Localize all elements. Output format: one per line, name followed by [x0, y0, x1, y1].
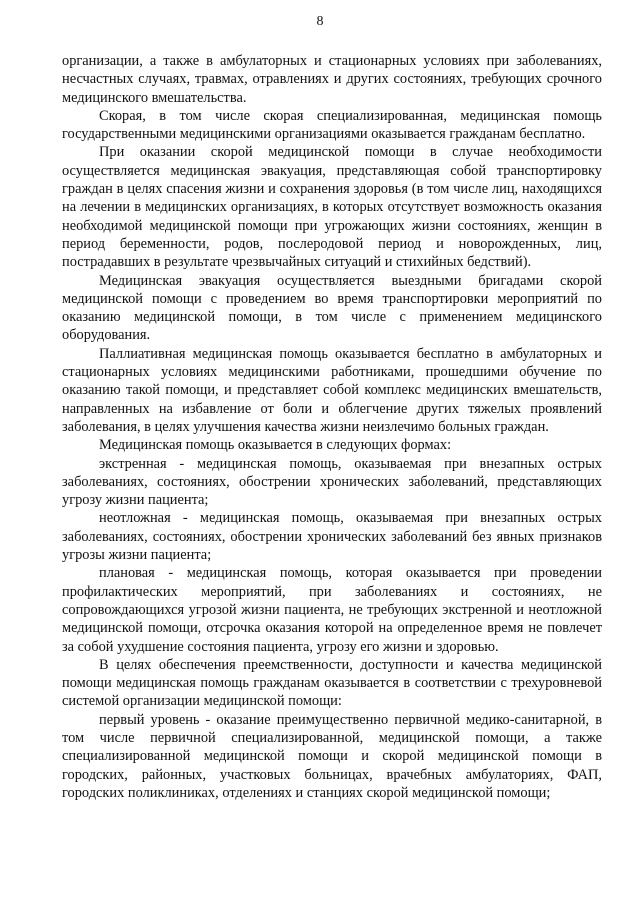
paragraph-10: В целях обеспечения преемственности, доступности и качества медицинской помощи медицинская помощь гражданам оказывается в соответствии с трехуровневой системой организации медицинской помощи:	[62, 656, 602, 710]
paragraph-1: организации, а также в амбулаторных и стационарных условиях при заболеваниях, несчастных случаях, травмах, отравлениях и других состояниях, требующих срочного медицинского вмешательства.	[62, 53, 602, 106]
paragraph-11: первый уровень - оказание преимущественно первичной медико-санитарной, в том числе первичной специализированной, медицинской помощи, а также специализированной медицинской помощи и скорой медицинской помощи в городских, районных, участковых больницах, врачебных амбулаториях, ФАП, городских поликлиниках, отделениях и станциях скорой медицинской помощи;	[62, 711, 602, 801]
paragraph-7: экстренная - медицинская помощь, оказываемая при внезапных острых заболеваниях, состояниях, обострении хронических заболеваний, представляющих угрозу жизни пациента;	[62, 455, 602, 509]
paragraph-5: Паллиативная медицинская помощь оказывается бесплатно в амбулаторных и стационарных условиях медицинскими работниками, прошедшими обучение по оказанию такой помощи, и представляет собой комплекс медицинских вмешательств, направленных на избавление от боли и облегчение других тяжелых проявлений заболевания, в целях улучшения качества жизни неизлечимо больных граждан.	[62, 345, 602, 435]
paragraph-6: Медицинская помощь оказывается в следующих формах:	[99, 437, 452, 454]
paragraph-4: Медицинская эвакуация осуществляется выездными бригадами скорой медицинской помощи с проведением во время транспортировки мероприятий по оказанию медицинской помощи, в том числе с применением медицинского оборудования.	[62, 272, 602, 344]
page-number: 8	[316, 14, 324, 29]
paragraph-3: При оказании скорой медицинской помощи в случае необходимости осуществляется медицинская эвакуация, представляющая собой транспортировку граждан в целях спасения жизни и сохранения здоровья (в том числе лиц, находящихся на лечении в медицинских организациях, в которых отсутствует возможность оказания необходимой медицинской помощи при угрожающих жизни состояниях, женщин в период беременности, родов, послеродовой период и новорожденных, лиц, пострадавших в результате чрезвычайных ситуаций и стихийных бедствий).	[62, 144, 602, 271]
paragraph-2: Скорая, в том числе скорая специализированная, медицинская помощь государственными медицинскими организациями оказывается гражданам бесплатно.	[62, 107, 602, 143]
paragraph-9: плановая - медицинская помощь, которая оказывается при проведении профилактических мероприятий, при заболеваниях и состояниях, не сопровождающихся угрозой жизни пациента, не требующих экстренной и неотложной медицинской помощи, отсрочка оказания которой на определенное время не повлечет за собой ухудшение состояния пациента, угрозу его жизни и здоровью.	[62, 565, 602, 655]
document-body	[62, 52, 602, 802]
paragraph-8: неотложная - медицинская помощь, оказываемая при внезапных острых заболеваниях, состояниях, обострении хронических заболеваний без явных признаков угрозы жизни пациента;	[62, 510, 602, 564]
